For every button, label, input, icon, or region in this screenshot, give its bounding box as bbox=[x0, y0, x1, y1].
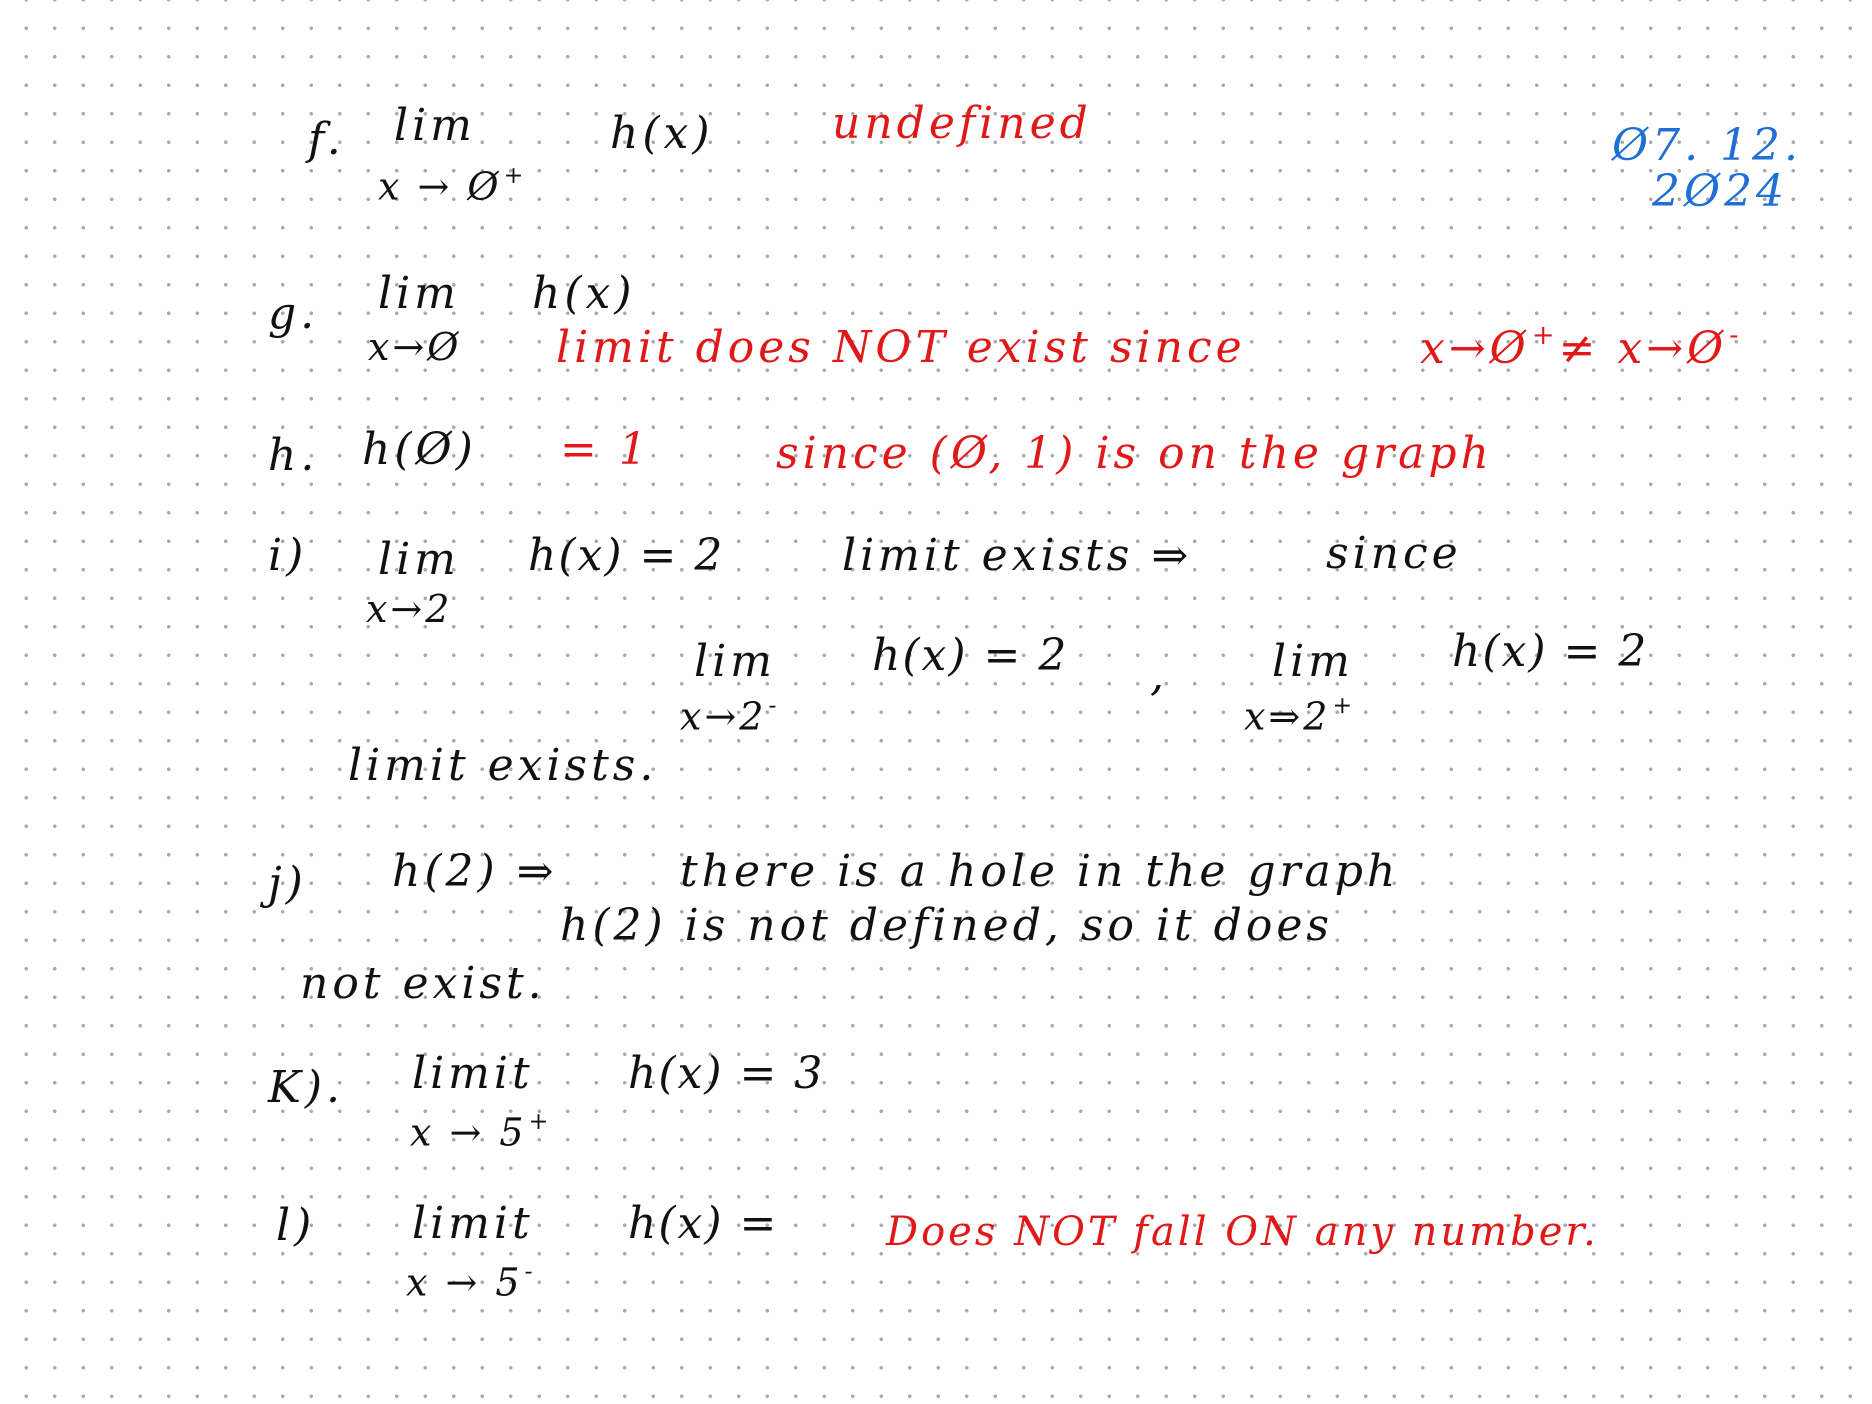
date-line-2: 2Ø24 bbox=[1652, 166, 1789, 217]
l-expression: h(x) = bbox=[628, 1198, 779, 1249]
f-lim: lim bbox=[394, 100, 476, 151]
k-expression: h(x) = 3 bbox=[628, 1048, 825, 1099]
h-expression: h(Ø) bbox=[362, 424, 477, 475]
f-answer: undefined bbox=[832, 98, 1092, 149]
h-label: h. bbox=[268, 430, 319, 481]
i-left-lim: lim bbox=[694, 636, 776, 687]
i-expression: h(x) = 2 bbox=[528, 530, 725, 581]
g-expression: h(x) bbox=[532, 268, 636, 319]
j-label: j) bbox=[268, 858, 307, 909]
j-line-2: h(2) is not defined, so it does bbox=[560, 900, 1333, 951]
k-label: K). bbox=[268, 1062, 345, 1113]
l-subscript: x → 5- bbox=[406, 1257, 536, 1305]
f-label: f. bbox=[308, 114, 345, 165]
i-label: i) bbox=[268, 530, 308, 581]
g-label: g. bbox=[268, 288, 319, 339]
i-since: since bbox=[1326, 528, 1462, 579]
j-line-1: there is a hole in the graph bbox=[680, 846, 1400, 897]
i-conclusion: limit exists. bbox=[348, 740, 658, 791]
h-value: = 1 bbox=[560, 424, 651, 475]
k-lim: limit bbox=[412, 1048, 534, 1099]
g-subscript: x→Ø bbox=[368, 325, 462, 369]
i-left-expression: h(x) = 2 bbox=[872, 630, 1069, 681]
k-subscript: x → 5+ bbox=[410, 1107, 552, 1155]
l-lim: limit bbox=[412, 1198, 534, 1249]
i-lim: lim bbox=[378, 534, 460, 585]
i-subscript: x→2 bbox=[366, 587, 453, 631]
h-reason: since (Ø, 1) is on the graph bbox=[776, 428, 1493, 479]
l-answer: Does NOT fall ON any number. bbox=[886, 1209, 1599, 1255]
j-expression: h(2) ⇒ bbox=[392, 846, 558, 897]
l-label: l) bbox=[276, 1200, 316, 1251]
g-lim: lim bbox=[378, 268, 460, 319]
i-left-subscript: x→2- bbox=[680, 691, 780, 739]
i-right-lim: lim bbox=[1272, 636, 1354, 687]
f-expression: h(x) bbox=[610, 108, 714, 159]
i-comma: , bbox=[1150, 650, 1168, 701]
date-line-1: Ø7. 12. bbox=[1612, 120, 1803, 171]
g-answer: limit does NOT exist since bbox=[556, 322, 1246, 373]
i-comment: limit exists ⇒ bbox=[842, 530, 1193, 581]
g-condition: x→Ø+≠ x→Ø- bbox=[1420, 320, 1743, 375]
f-subscript: x → Ø+ bbox=[378, 161, 527, 209]
i-right-expression: h(x) = 2 bbox=[1452, 626, 1649, 677]
j-line-3: not exist. bbox=[300, 958, 546, 1009]
i-right-subscript: x⇒2+ bbox=[1244, 691, 1356, 739]
